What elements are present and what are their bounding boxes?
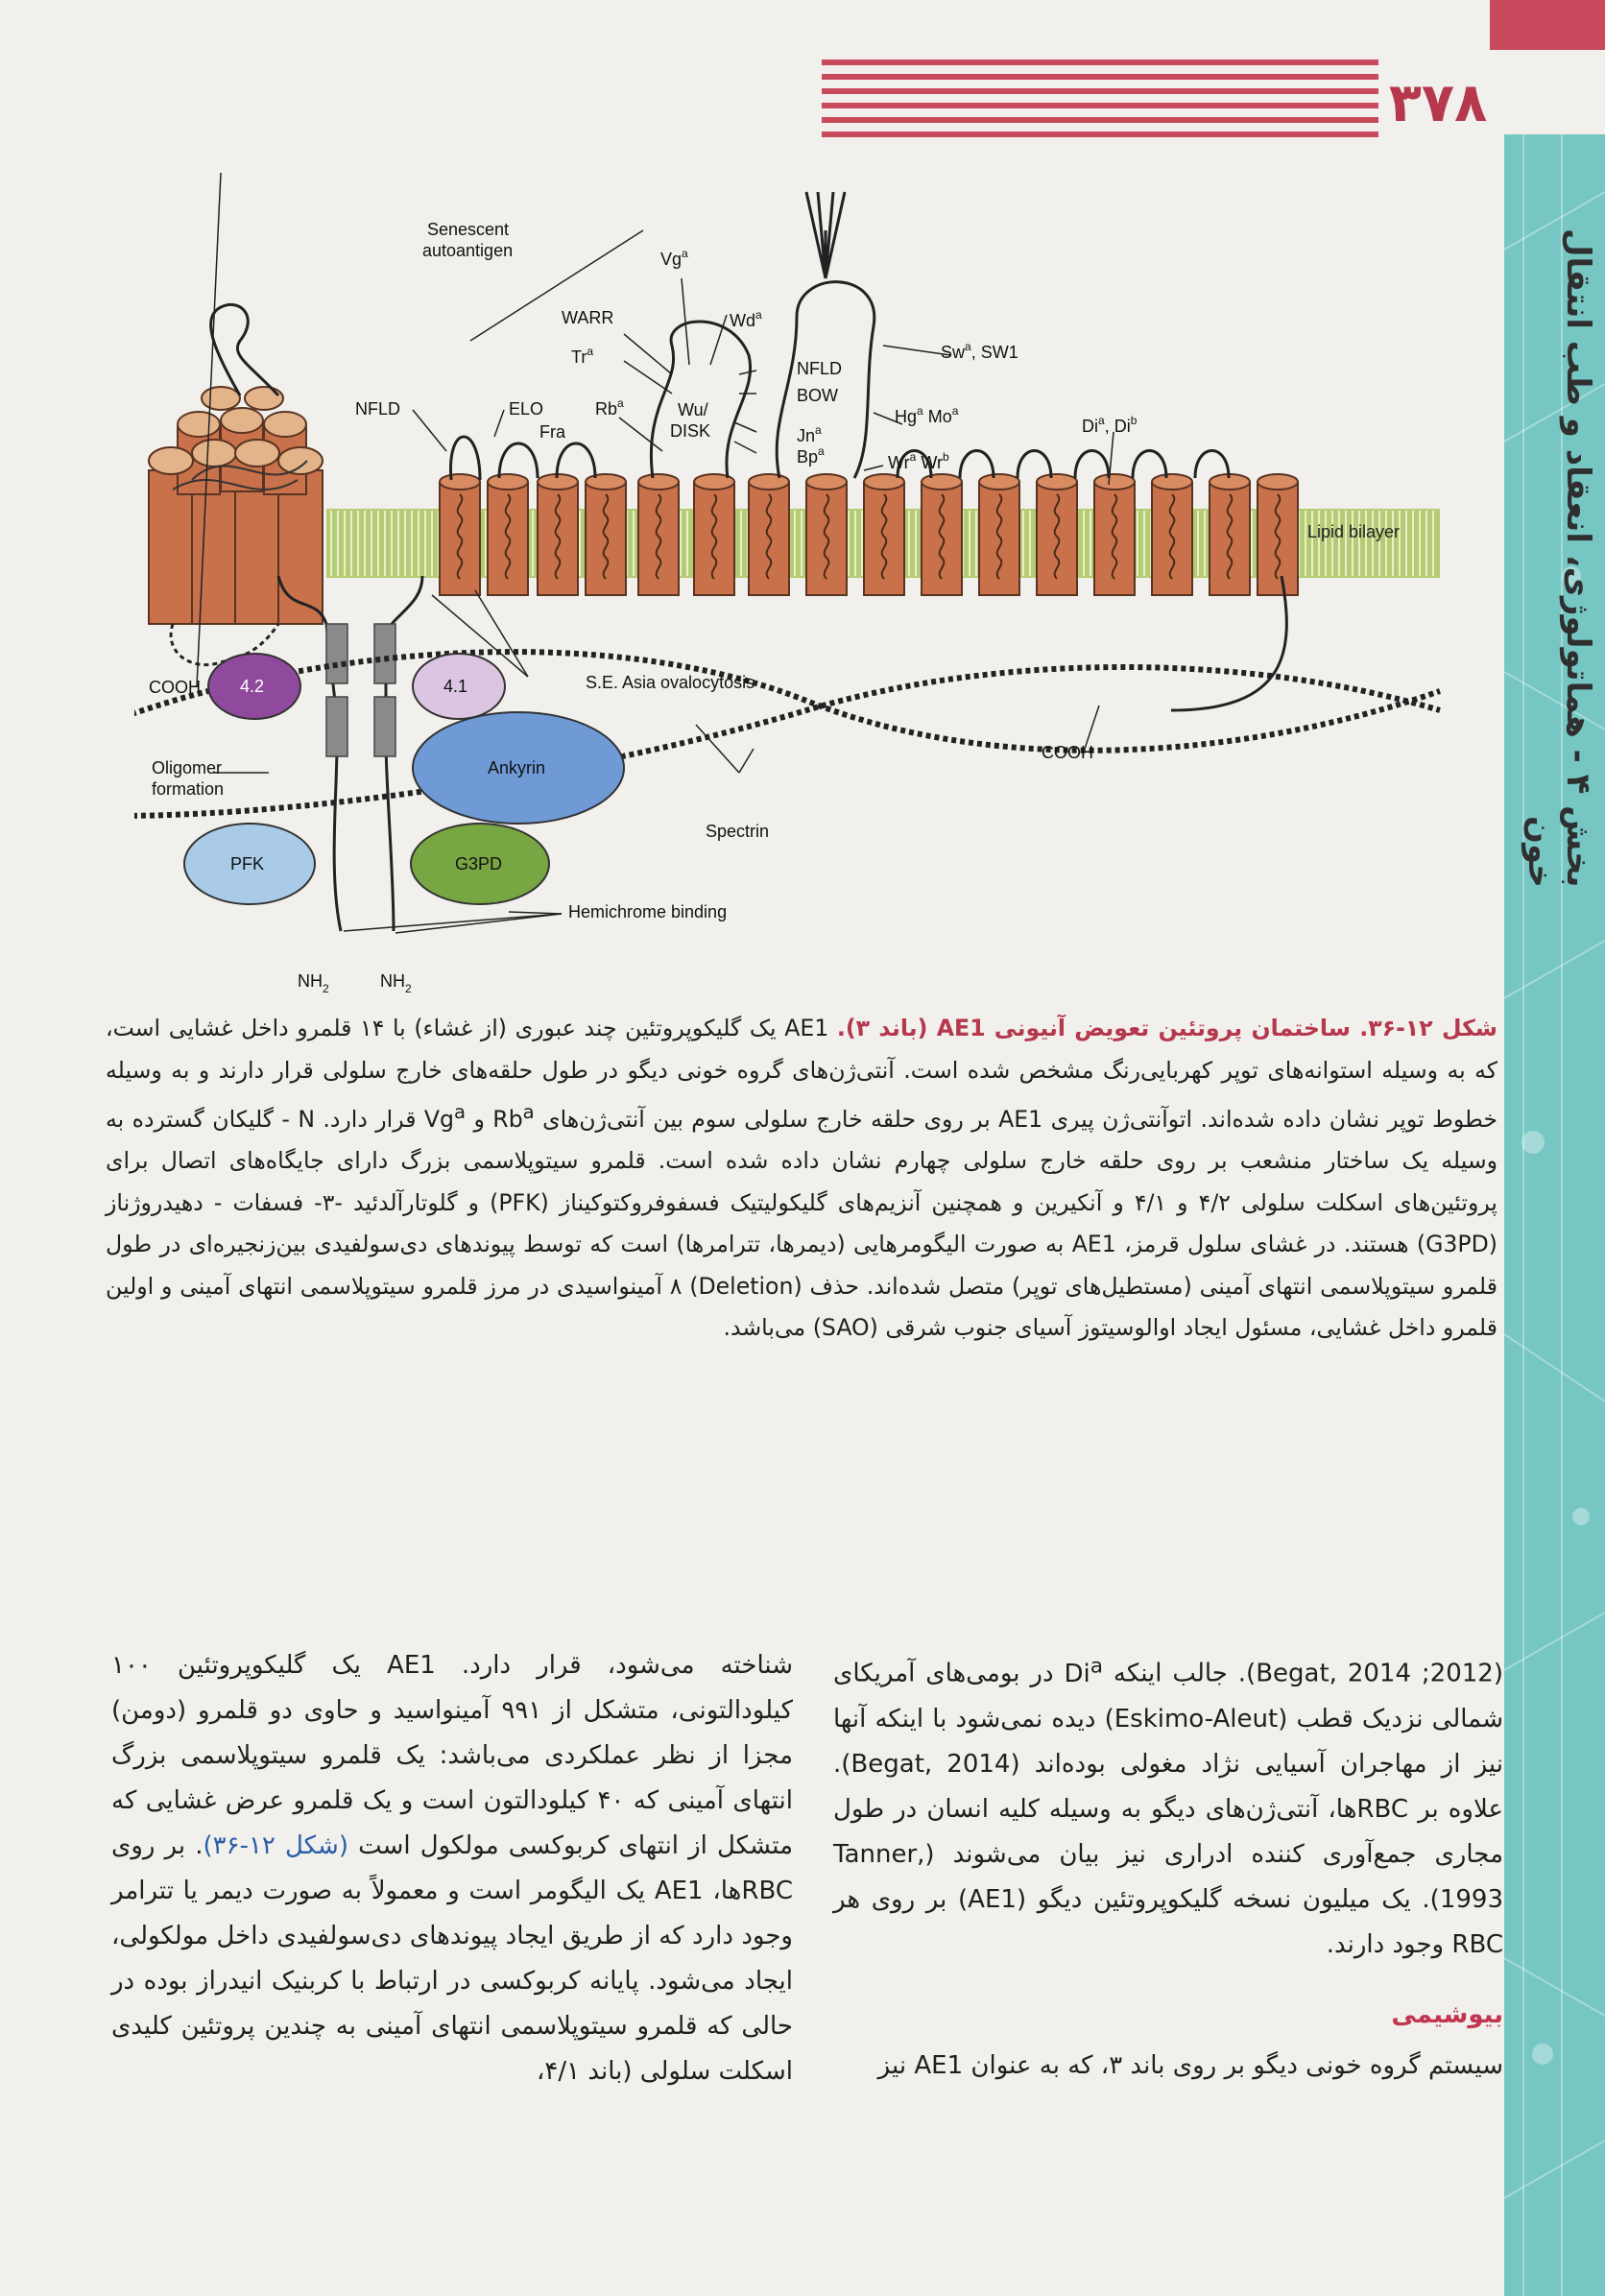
tm-helix: [638, 474, 679, 595]
label-bp: Bp$^a$: [797, 444, 825, 466]
label-fra: Fra: [539, 422, 565, 442]
tm-helix: [694, 474, 734, 595]
label-senescent-1: Senescent: [427, 220, 510, 239]
caption-body-1: AE1 یک گلیکوپروتئین چند عبوری (از غشاء) با ۱۴ قلمرو داخل غشایی است، که به وسیله استوانه‌های توپر کهربایی‌رنگ مشخص شده است. آنتی‌ژن‌های گروه خونی دیگو در طول حلقه‌های خارج سلولی قرار دارند و به وسیله خطوط توپر نشان داده شده‌اند. اتوآنتی‌ژن پیری AE1 بر روی حلقه خارج سلولی سوم بین آنتی‌ژن‌های: [106, 1015, 1497, 1133]
tm-helix: [488, 474, 528, 595]
label-band-4-1: 4.1: [443, 677, 468, 696]
label-vg: Vg$^a$: [660, 247, 688, 269]
label-spectrin: Spectrin: [706, 822, 770, 841]
paragraph-di: (Begat, 2014 ;2012). جالب اینکه Di$^a$ در بومی‌های آمریکای شمالی نزدیک قطب (Eskimo-Aleut) دیده نمی‌شود با اینکه آنها نیز از مهاجران آسیایی نژاد مغولی بوده‌اند (Begat, 2014). علاوه بر RBCها، آنتی‌ژن‌های دیگو به وسیله کلیه انسان در طول مجاری جمع‌آوری کننده ادراری نیز بیان می‌شوند (Tanner, 1993). یک میلیون نسخه گلیکوپروتئین دیگو (AE1) بر روی هر RBC وجود دارند.: [833, 1654, 1503, 1959]
tm-helix: [806, 474, 847, 595]
label-wr: Wr$^a$ Wr$^b$: [888, 450, 949, 472]
caption-title: شکل ۱۲-۳۶. ساختمان پروتئین تعویض آنیونی AE1 (باند ۳).: [836, 1015, 1497, 1041]
tm-helix: [586, 474, 626, 595]
label-elo: ELO: [509, 399, 544, 419]
ae1-structure-figure: [134, 173, 1478, 998]
label-rb: Rb$^a$: [595, 396, 624, 419]
label-nh2-left: $NH_2$: [298, 971, 329, 995]
label-cooh-left: COOH: [149, 678, 201, 697]
label-nfld: NFLD: [355, 399, 401, 419]
tm-helix: [922, 474, 962, 595]
body-column-left: [111, 1643, 793, 2094]
chapter-side-title: بخش ۴ - هماتولوژی، انعقاد و طب انتقال خون: [1521, 228, 1597, 888]
label-warr: WARR: [562, 308, 614, 327]
page-number: ۳۷۸: [1388, 72, 1488, 134]
label-g3pd: G3PD: [455, 854, 503, 873]
tm-helix: [1152, 474, 1192, 595]
tm-helix: [1037, 474, 1077, 595]
label-sw: Sw$^a$, SW1: [941, 340, 1018, 362]
paragraph-ae1: شناخته می‌شود، قرار دارد. AE1 یک گلیکوپروتئین ۱۰۰ کیلودالتونی، متشکل از ۹۹۱ آمینواسید و حاوی دو قلمرو (دومن) مجزا از نظر عملکردی می‌باشد: یک قلمرو سیتوپلاسمی بزرگ انتهای آمینی که ۴۰ کیلودالتون است و یک قلمرو عرض غشایی که متشکل از انتهای کربوکسی مولکول است (شکل ۱۲-۳۶). بر روی RBCها، AE1 یک الیگومر است و معمولاً به صورت دیمر یا تترامر وجود دارد که از طریق ایجاد پیوندهای دی‌سولفیدی داخل مولکولی، ایجاد می‌شود. پایانه کربوکسی در ارتباط با کربنیک انیدراز بوده در حالی که قلمرو سیتوپلاسمی انتهای آمینی به چندین پروتئین کلیدی اسکلت سلولی (باند ۴/۱،: [111, 1651, 793, 2086]
tm-helix: [1258, 474, 1298, 595]
label-band-4-2: 4.2: [240, 677, 265, 696]
corner-tab: [1490, 0, 1605, 50]
label-wu: Wu/: [678, 400, 708, 419]
label-pfk: PFK: [230, 854, 265, 873]
paragraph-biochemistry: سیستم گروه خونی دیگو بر روی باند ۳، که به عنوان AE1 نیز: [877, 2050, 1503, 2080]
label-se-asia-ovalocytosis: S.E. Asia ovalocytosis: [586, 673, 755, 692]
body-column-right: [833, 1643, 1503, 2089]
oligomer-helix-bundle: [149, 304, 323, 664]
label-ankyrin: Ankyrin: [488, 758, 546, 777]
extracellular-loops: [451, 192, 1287, 710]
tm-helix: [749, 474, 789, 595]
figure-caption: [106, 1008, 1497, 1350]
label-nh2-right: $NH_2$: [380, 971, 412, 995]
label-hg-mo: Hg$^a$ Mo$^a$: [895, 404, 959, 426]
caption-body-2: قرار دارد. N - گلیکان گسترده به وسیله یک ساختار منشعب بر روی حلقه خارج سلولی چهارم نشان داده شده است. قلمرو سیتوپلاسمی بزرگ دارای جایگاه‌های اتصال برای پروتئین‌های اسکلت سلولی ۴/۲ و ۴/۱ و آنکیرین و همچنین آنزیم‌های گلیکولیتیک فسفوفروکتوکیناز (PFK) و گلوتارآلدئید -۳- فسفات - دهیدروژناز (G3PD) هستند. در غشای سلول قرمز، AE1 به صورت الیگومرهایی (دیمرها، تترامرها) است که توسط پیوندهای دی‌سولفیدی بین‌زنجیره‌ای در طول قلمرو سیتوپلاسمی انتهای آمینی (مستطیل‌های توپر) متصل شده‌اند. حذف (Deletion) ۸ آمینواسیدی در مرز قلمرو سیتوپلاسمی انتهای آمینی و اولین قلمرو داخل غشایی، مسئول ایجاد اوالوسیتوز آسیای جنوب شرقی (SAO) می‌باشد.: [106, 1105, 1497, 1342]
label-disk: DISK: [670, 421, 711, 441]
caption-and: و: [466, 1105, 493, 1133]
label-senescent-2: autoantigen: [422, 241, 514, 260]
label-oligomer-2: formation: [152, 779, 225, 799]
label-di: Di$^a$, Di$^b$: [1082, 414, 1138, 436]
figure-reference-link[interactable]: (شکل ۱۲-۳۶): [203, 1831, 348, 1860]
label-hemichrome-binding: Hemichrome binding: [568, 902, 728, 921]
tm-helix: [440, 474, 480, 595]
label-jn: Jn$^a$: [797, 423, 822, 445]
lipid-bilayer-label: Lipid bilayer: [1307, 522, 1401, 541]
label-tr: Tr$^a$: [571, 345, 594, 367]
label-oligomer-1: Oligomer: [152, 758, 223, 777]
label-wd: Wd$^a$: [730, 308, 762, 330]
label-cooh-right: COOH: [1042, 743, 1093, 762]
transmembrane-helices: [440, 474, 1298, 595]
tm-helix: [1094, 474, 1135, 595]
tm-helix: [1210, 474, 1250, 595]
tm-helix: [979, 474, 1019, 595]
caption-rb: Rb$^a$: [492, 1101, 535, 1133]
section-heading-biochemistry: بیوشیمی: [1391, 1999, 1503, 2029]
label-bow: BOW: [797, 386, 838, 405]
header-stripes: [822, 60, 1378, 146]
label-nfld-loop: NFLD: [797, 359, 843, 378]
tm-helix: [538, 474, 578, 595]
tm-helix: [864, 474, 904, 595]
caption-vg: Vg$^a$: [423, 1101, 467, 1133]
